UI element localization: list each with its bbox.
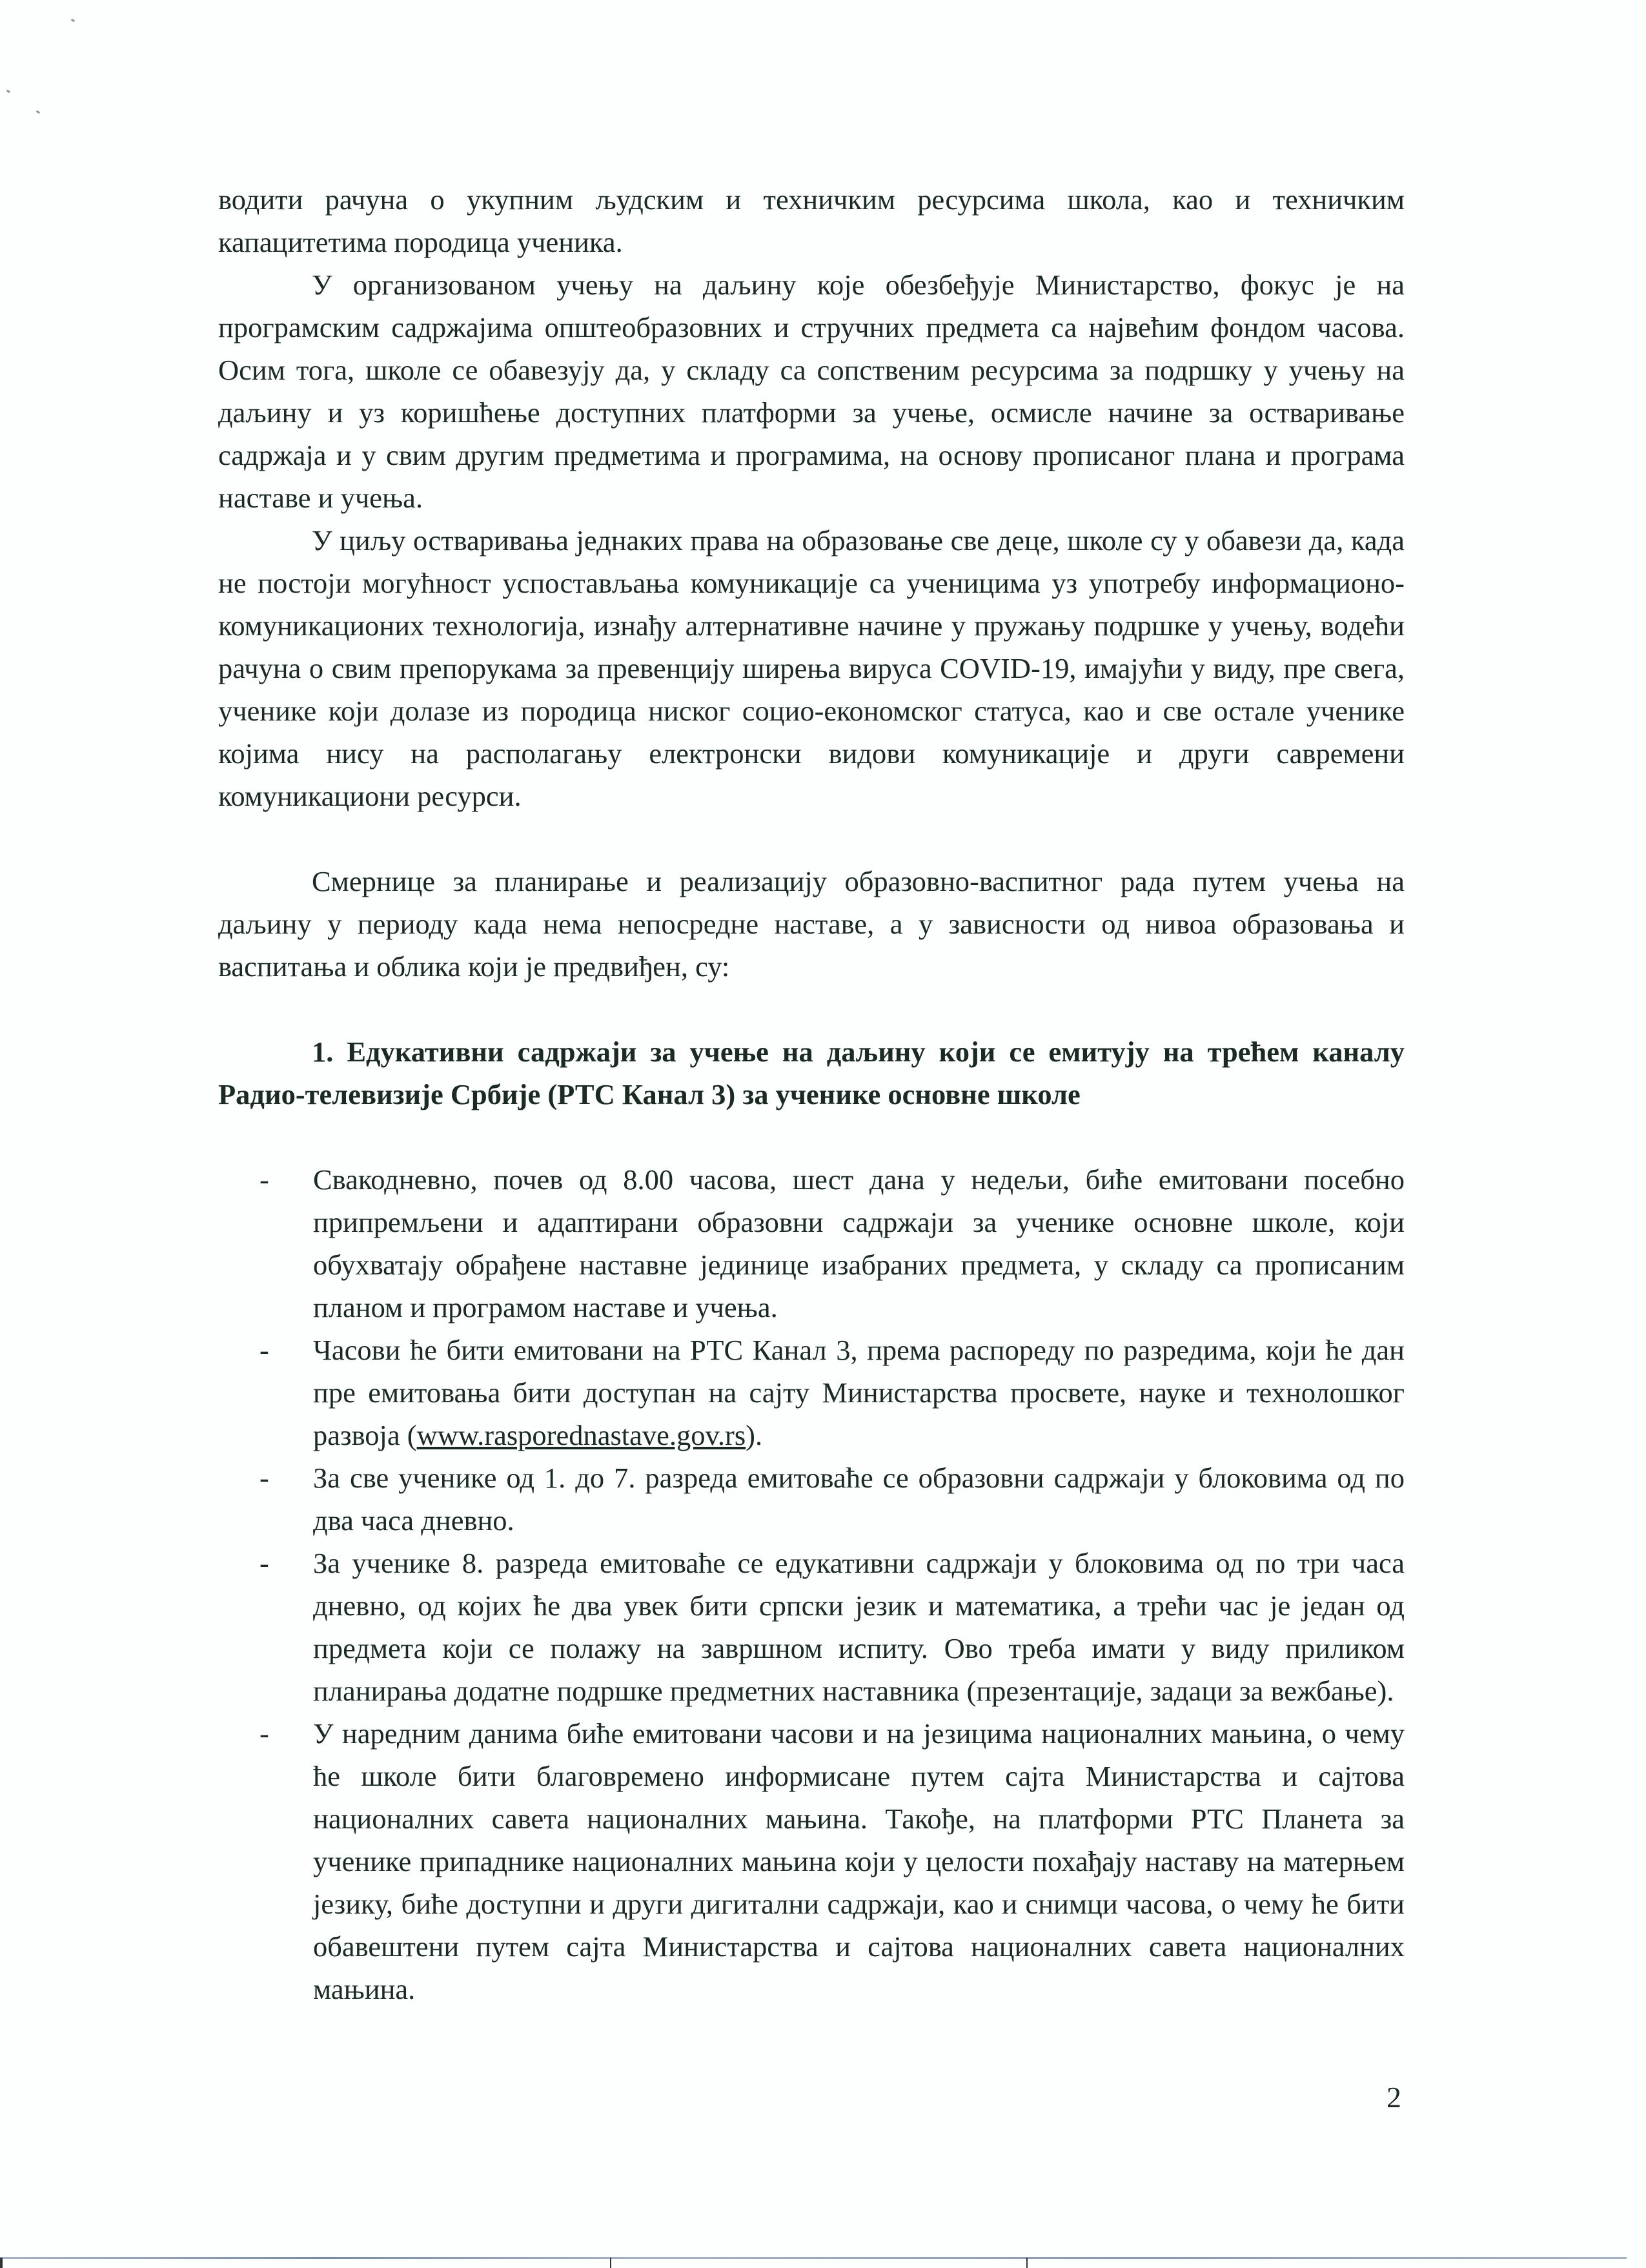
list-item-text: ). xyxy=(746,1419,763,1451)
dash-bullet-icon: - xyxy=(259,1717,269,1750)
spacer xyxy=(218,988,1405,1030)
list-item xyxy=(259,1329,1405,1456)
schedule-website-link[interactable]: www.rasporednastave.gov.rs xyxy=(416,1419,746,1451)
section-heading: 1. Едукативни садржаји за учење на даљину који се емитују на трећем каналу Радио-телевизије Србије (РТС Канал 3) за ученике основне школе xyxy=(218,1036,1405,1110)
scan-speck xyxy=(71,19,76,23)
scan-bottom-edge xyxy=(0,2257,1627,2259)
page-number: 2 xyxy=(1387,2081,1401,2114)
paragraph-equal-rights: У циљу остваривања једнаких права на образовање све деце, школе су у обавези да, када не постоји могућност успостављања комуникације са ученицима уз употребу информационо-комуникационих технологија, изнађу алтернативне начине у пружању подршке у учењу, водећи рачуна о свим препорукама за превенцију ширења вируса COVID-19, имајући у виду, пре свега, ученике који долазе из породица ниског социо-економског статуса, као и све остале ученике којима нису на располагању електронски видови комуникације и други савремени комуникациони ресурси. xyxy=(218,524,1405,812)
list-item-text: За ученике 8. разреда емитоваће се едукативни садржаји у блоковима од по три часа дневно, од којих ће два увек бити српски језик и математика, а трећи час је један од предмета који се полажу на завршном испиту. Ово треба имати у виду приликом планирања додатне подршке предметних наставника (презентације, задаци за вежбање). xyxy=(313,1547,1405,1707)
document-page xyxy=(218,178,1405,2010)
list-item-text: Часови ће бити емитовани на РТС Канал 3, према распореду по разредима, који ће дан пре емитовања бити доступан на сајту Министарства просвете, науке и технолошког развоја ( xyxy=(313,1334,1405,1451)
scan-edge-mark xyxy=(610,2258,611,2268)
list-item xyxy=(259,1712,1405,2010)
scan-edge-mark xyxy=(0,2258,3,2268)
list-item xyxy=(259,1158,1405,1329)
scan-edge-mark xyxy=(1026,2258,1028,2268)
spacer xyxy=(218,1116,1405,1158)
scan-speck xyxy=(6,90,11,94)
list-item xyxy=(259,1456,1405,1542)
paragraph-continuation: водити рачуна о укупним људским и техничким ресурсима школа, као и техничким капацитетима породица ученика. xyxy=(218,183,1405,258)
scan-speck xyxy=(36,110,41,114)
dash-bullet-icon: - xyxy=(259,1334,269,1366)
dash-bullet-icon: - xyxy=(259,1163,269,1196)
list-item xyxy=(259,1542,1405,1712)
list-item-text: У наредним данима биће емитовани часови и на језицима националних мањина, о чему ће школе бити благовремено информисане путем сајта Министарства и сајтова националних савета националних мањина. Такође, на платформи РТС Планета за ученике припаднике националних мањина који у целости похађају наставу на матерњем језику, биће доступни и други дигитални садржаји, као и снимци часова, о чему ће бити обавештени путем сајта Министарства и сајтова националних савета националних мањина. xyxy=(313,1717,1405,2005)
list-item-text: Свакодневно, почев од 8.00 часова, шест дана у недељи, биће емитовани посебно припремљени и адаптирани образовни садржаји за ученике основне школе, који обухватају обрађене наставне јединице изабраних предмета, у складу са прописаним планом и програмом наставе и учења. xyxy=(313,1163,1405,1323)
dash-bullet-icon: - xyxy=(259,1462,269,1494)
list-item-text: За све ученике од 1. до 7. разреда емитоваће се образовни садржаји у блоковима од по два часа дневно. xyxy=(313,1462,1405,1537)
paragraph-organized-learning: У организованом учењу на даљину које обезбеђује Министарство, фокус је на програмским садржајима општеобразовних и стручних предмета са највећим фондом часова. Осим тога, школе се обавезују да, у складу са сопственим ресурсима за подршку у учењу на даљину и уз коришћење доступних платформи за учење, осмисле начине за остваривање садржаја и у свим другим предметима и програмима, на основу прописаног плана и програма наставе и учења. xyxy=(218,269,1405,514)
dash-bullet-icon: - xyxy=(259,1547,269,1579)
spacer xyxy=(218,817,1405,860)
bullet-list xyxy=(218,1158,1405,2010)
paragraph-guidelines-intro: Смернице за планирање и реализацију образовно-васпитног рада путем учења на даљину у периоду када нема непосредне наставе, а у зависности од нивоа образовања и васпитања и облика који је предвиђен, су: xyxy=(218,865,1405,983)
